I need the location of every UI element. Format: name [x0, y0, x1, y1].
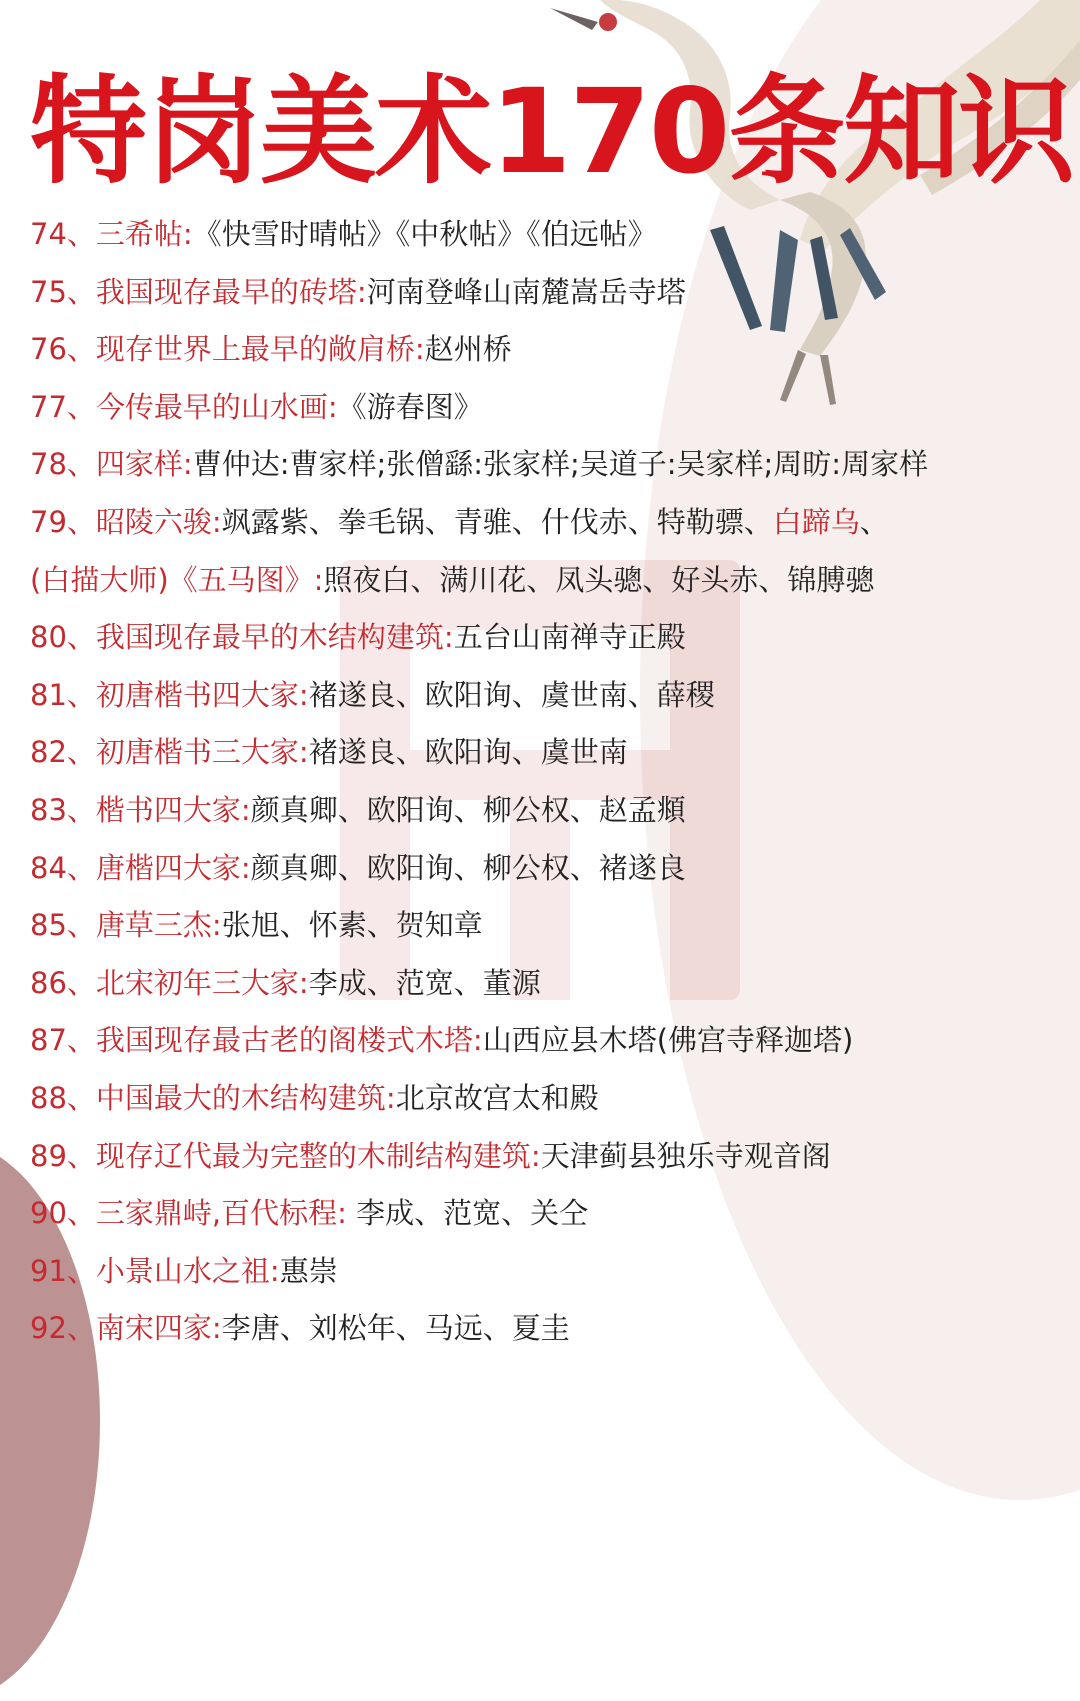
item-number: 79、 — [30, 504, 96, 539]
item-number: 76、 — [30, 332, 96, 367]
item-label: 初唐楷书三大家: — [95, 735, 309, 770]
item-number: 86、 — [30, 965, 96, 1000]
item-value: 飒露紫、拳毛锅、青骓、什伐赤、特勒骠、 — [221, 504, 773, 539]
list-item — [30, 264, 1070, 322]
list-item — [30, 897, 1070, 955]
item-number: 90、 — [30, 1196, 96, 1231]
item-number: 83、 — [30, 792, 96, 827]
item-value: 《游春图》 — [337, 389, 483, 424]
list-item — [30, 552, 1070, 610]
list-item — [30, 436, 1070, 494]
item-label: 唐楷四大家: — [95, 850, 251, 885]
item-value: 褚遂良、欧阳询、虞世南 — [308, 735, 628, 770]
item-label: 四家样: — [95, 447, 193, 482]
item-value: 颜真卿、欧阳询、柳公权、褚遂良 — [250, 850, 686, 885]
item-number: 75、 — [30, 274, 96, 309]
list-item — [30, 782, 1070, 840]
item-label: 现存世界上最早的敞肩桥: — [95, 332, 425, 367]
item-value: 李成、范宽、董源 — [308, 965, 541, 1000]
item-label: 小景山水之祖: — [95, 1253, 280, 1288]
item-number: 74、 — [30, 217, 96, 251]
item-label: 我国现存最早的砖塔: — [95, 274, 367, 309]
item-value: 《快雪时晴帖》《中秋帖》《伯远帖》 — [192, 217, 657, 251]
list-item — [30, 724, 1070, 782]
item-number: 88、 — [30, 1080, 96, 1115]
list-item — [30, 609, 1070, 667]
item-number: 78、 — [30, 447, 96, 482]
item-value: 褚遂良、欧阳询、虞世南、薛稷 — [308, 677, 715, 712]
item-number: 80、 — [30, 620, 96, 655]
knowledge-list — [30, 206, 1070, 1358]
item-number: 85、 — [30, 908, 96, 943]
list-item — [30, 1128, 1070, 1186]
item-label: 北宋初年三大家: — [95, 965, 309, 1000]
item-value: 河南登峰山南麓嵩岳寺塔 — [366, 274, 686, 309]
item-value: 惠崇 — [279, 1253, 338, 1288]
item-label: (白描大师)《五马图》: — [30, 562, 324, 597]
page-title: 特岗美术170条知识 — [30, 63, 1074, 200]
item-value-tail: 、 — [859, 504, 889, 539]
item-value: 李成、范宽、关仝 — [346, 1196, 589, 1231]
item-value: 山西应县木塔(佛宫寺释迦塔) — [482, 1023, 854, 1058]
list-item — [30, 321, 1070, 379]
item-value: 颜真卿、欧阳询、柳公权、赵孟頫 — [250, 792, 686, 827]
list-item — [30, 1300, 1070, 1358]
item-value: 张旭、怀素、贺知章 — [221, 908, 483, 943]
item-label: 三希帖: — [95, 217, 193, 251]
list-item — [30, 840, 1070, 898]
item-label: 今传最早的山水画: — [95, 389, 338, 424]
item-number: 92、 — [30, 1311, 96, 1346]
item-value: 李唐、刘松年、马远、夏圭 — [221, 1311, 570, 1346]
list-item — [30, 1012, 1070, 1070]
item-value: 赵州桥 — [424, 332, 512, 367]
item-label: 现存辽代最为完整的木制结构建筑: — [95, 1138, 541, 1173]
item-label: 南宋四家: — [95, 1311, 222, 1346]
list-item — [30, 955, 1070, 1013]
item-value: 天津蓟县独乐寺观音阁 — [540, 1138, 831, 1173]
item-label: 楷书四大家: — [95, 792, 251, 827]
list-item — [30, 494, 1070, 552]
item-number: 82、 — [30, 735, 96, 770]
item-number: 89、 — [30, 1138, 96, 1173]
item-label: 昭陵六骏: — [95, 504, 222, 539]
item-number: 84、 — [30, 850, 96, 885]
item-label: 中国最大的木结构建筑: — [95, 1080, 396, 1115]
item-value: 曹仲达:曹家样;张僧繇:张家样;吴道子:吴家样;周昉:周家样 — [192, 447, 929, 482]
item-value-highlight: 白蹄乌 — [772, 504, 860, 539]
item-number: 77、 — [30, 389, 96, 424]
item-label: 我国现存最古老的阁楼式木塔: — [95, 1023, 483, 1058]
item-value: 照夜白、满川花、凤头骢、好头赤、锦膊骢 — [323, 562, 875, 597]
item-number: 81、 — [30, 677, 96, 712]
list-item — [30, 1070, 1070, 1128]
list-item — [30, 206, 1070, 264]
item-label: 初唐楷书四大家: — [95, 677, 309, 712]
item-label: 我国现存最早的木结构建筑: — [95, 620, 454, 655]
item-value: 五台山南禅寺正殿 — [453, 620, 686, 655]
item-number: 91、 — [30, 1253, 96, 1288]
list-item — [30, 1243, 1070, 1301]
list-item — [30, 667, 1070, 725]
list-item — [30, 379, 1070, 437]
item-value: 北京故宫太和殿 — [395, 1080, 599, 1115]
item-label: 三家鼎峙,百代标程: — [95, 1196, 347, 1231]
item-label: 唐草三杰: — [95, 908, 222, 943]
list-item — [30, 1185, 1070, 1243]
item-number: 87、 — [30, 1023, 96, 1058]
